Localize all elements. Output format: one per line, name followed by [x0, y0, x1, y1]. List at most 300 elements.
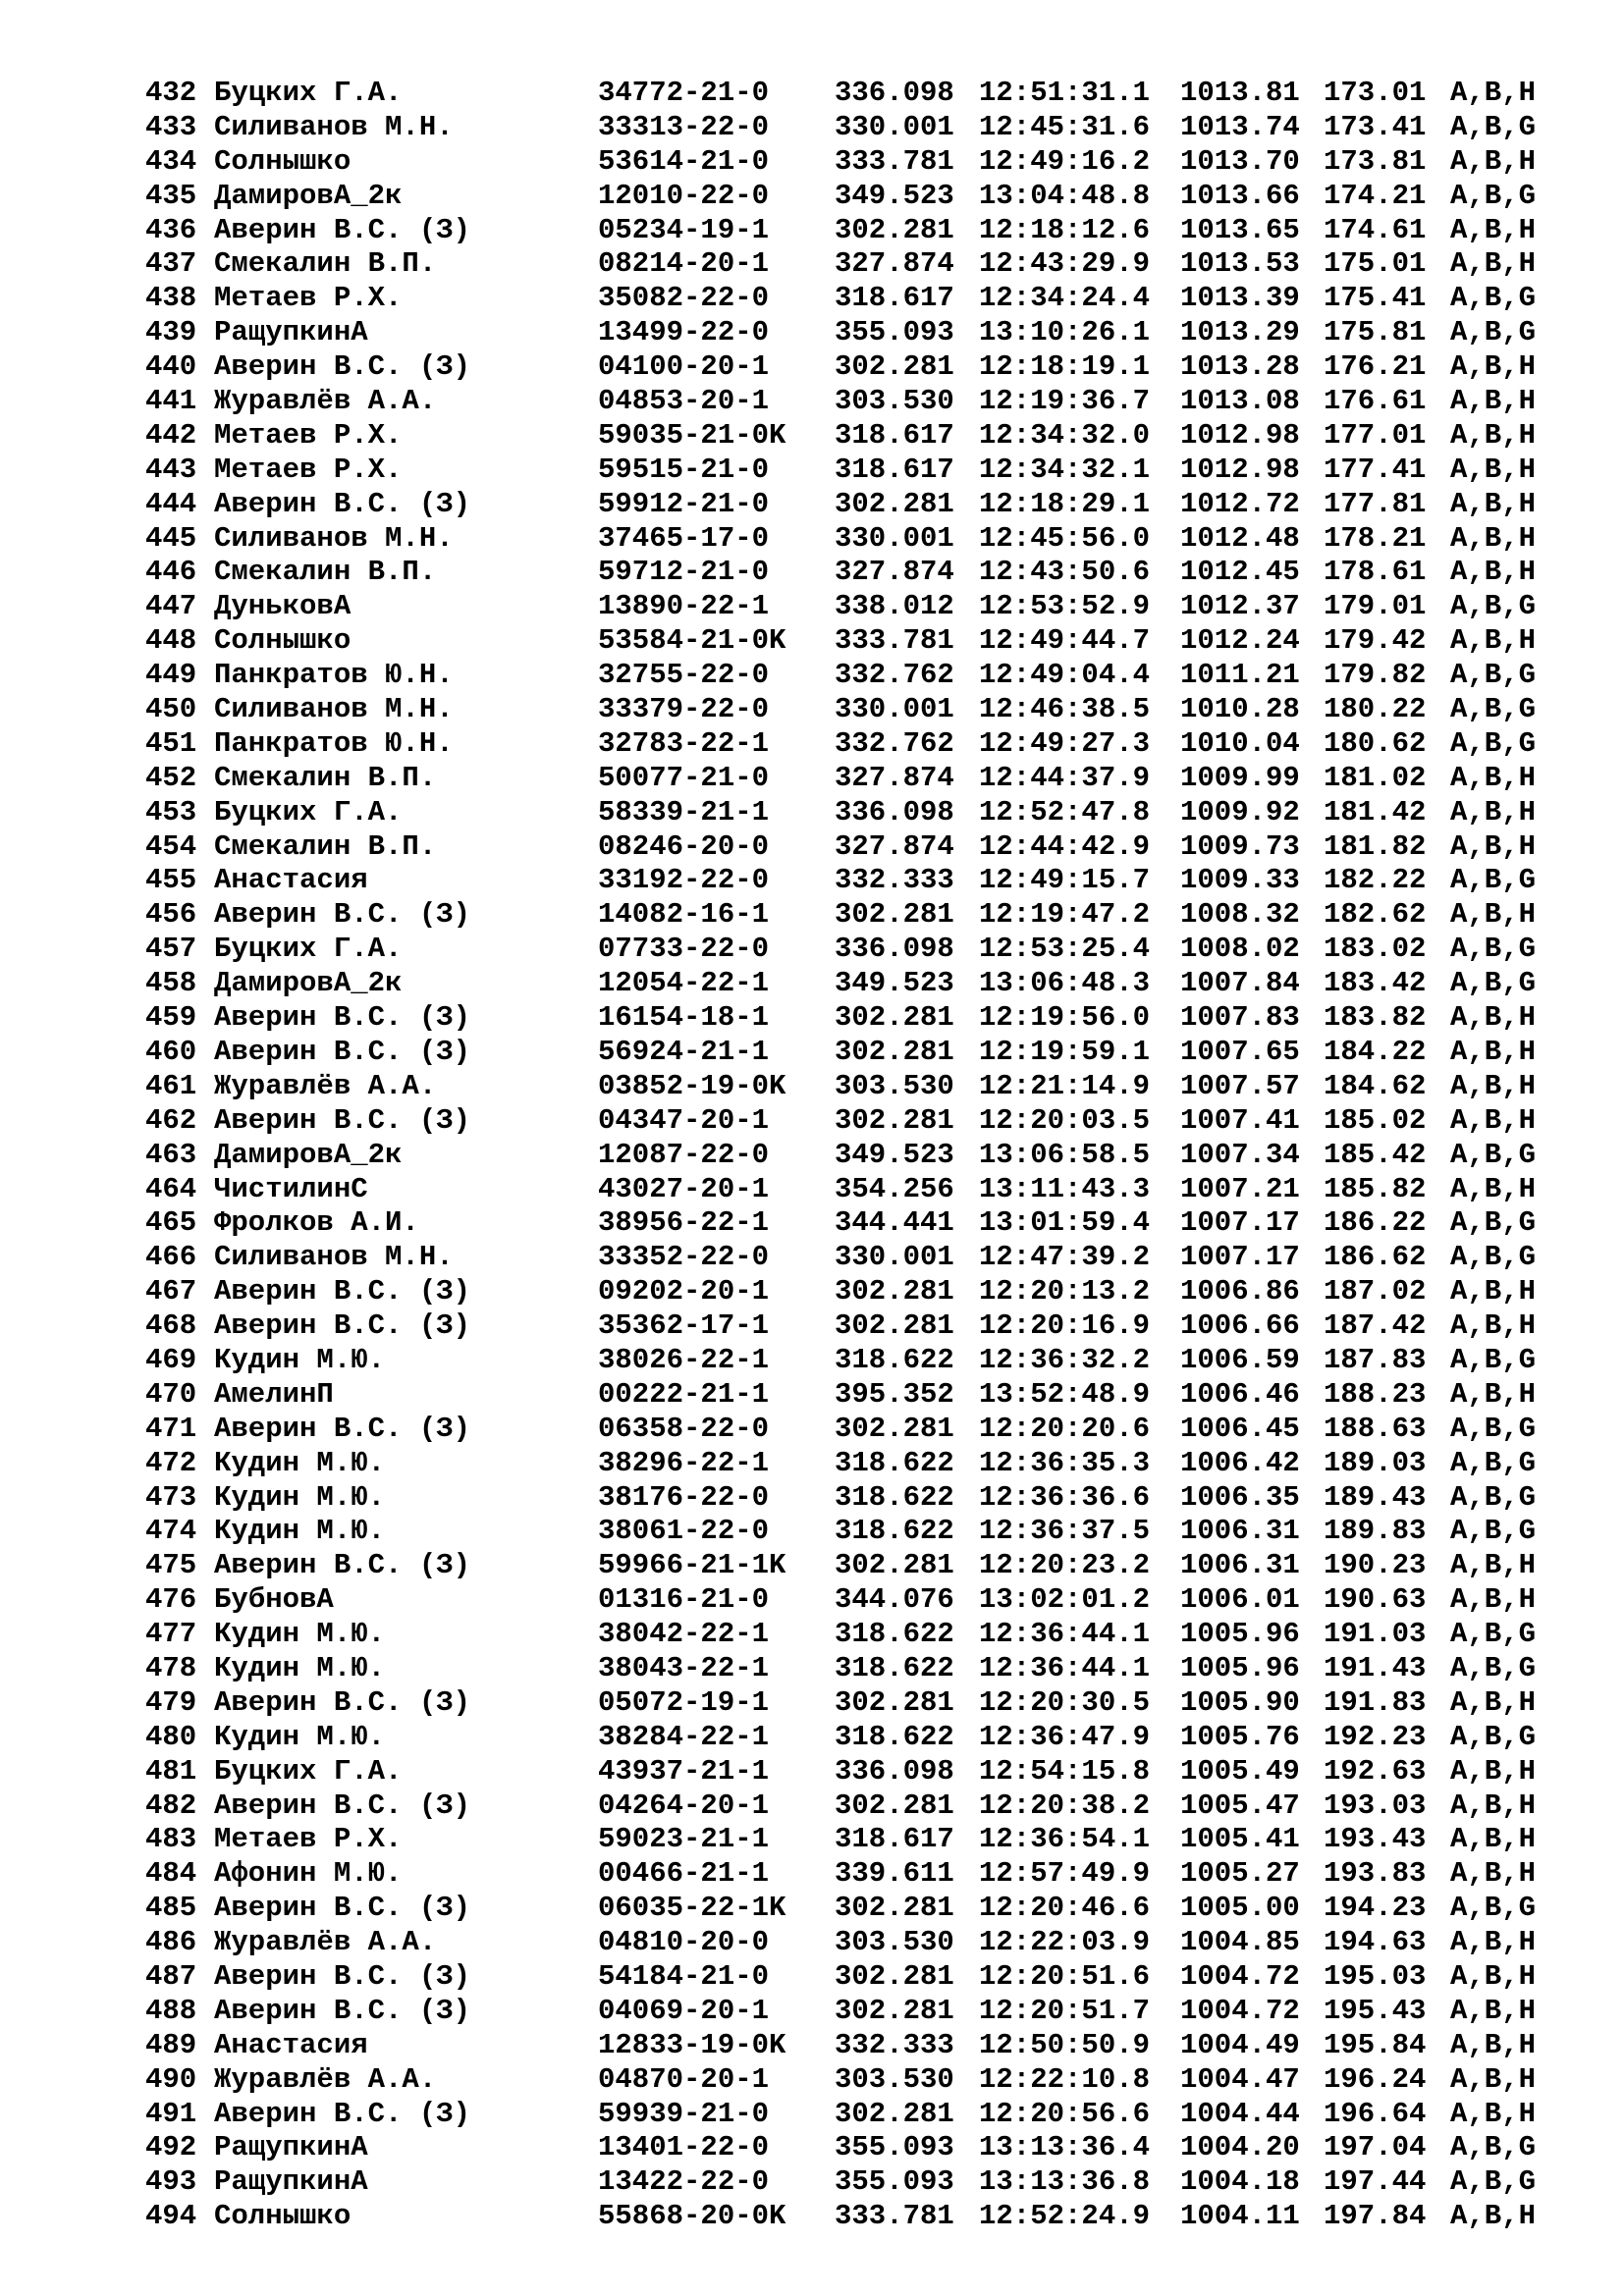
- distance-cell: 318.617: [835, 453, 954, 486]
- ring-number-cell: 06035-22-1K: [598, 1892, 786, 1925]
- arrival-time-cell: 13:52:48.9: [979, 1377, 1151, 1411]
- fancier-name-cell: АмелинП: [214, 1377, 334, 1411]
- result-row: [145, 1206, 1540, 1241]
- arrival-time-cell: 12:19:36.7: [979, 385, 1151, 418]
- arrival-time-cell: 12:20:03.5: [979, 1103, 1151, 1137]
- ring-number-cell: 59939-21-0: [598, 2097, 770, 2130]
- speed-cell: 1009.73: [1180, 829, 1300, 863]
- speed-cell: 1011.21: [1180, 659, 1300, 692]
- fancier-name-cell: Солнышко: [214, 144, 352, 178]
- coefficient-cell: 189.03: [1324, 1446, 1427, 1479]
- fancier-name-cell: Кудин М.Ю.: [214, 1343, 386, 1376]
- coefficient-cell: 179.01: [1324, 590, 1427, 623]
- fancier-name-cell: Смекалин В.П.: [214, 761, 437, 794]
- distance-cell: 302.281: [835, 1001, 954, 1035]
- coefficient-cell: 177.01: [1324, 418, 1427, 452]
- coefficient-cell: 180.22: [1324, 693, 1427, 726]
- distance-cell: 302.281: [835, 350, 954, 384]
- arrival-time-cell: 12:43:50.6: [979, 556, 1151, 589]
- coefficient-cell: 175.81: [1324, 316, 1427, 349]
- result-row: [145, 1926, 1540, 1960]
- fancier-name-cell: Смекалин В.П.: [214, 829, 437, 863]
- category-cell: A,B,H: [1450, 1549, 1537, 1582]
- result-row: [145, 1755, 1540, 1789]
- coefficient-cell: 175.41: [1324, 282, 1427, 315]
- place-cell: 438: [145, 282, 197, 315]
- category-cell: A,B,G: [1450, 1206, 1537, 1240]
- category-cell: A,B,G: [1450, 1412, 1537, 1445]
- place-cell: 471: [145, 1412, 197, 1445]
- place-cell: 474: [145, 1515, 197, 1548]
- coefficient-cell: 182.22: [1324, 864, 1427, 897]
- arrival-time-cell: 13:06:48.3: [979, 967, 1151, 1000]
- arrival-time-cell: 12:20:13.2: [979, 1275, 1151, 1308]
- arrival-time-cell: 13:11:43.3: [979, 1172, 1151, 1205]
- ring-number-cell: 08246-20-0: [598, 829, 770, 863]
- speed-cell: 1013.70: [1180, 144, 1300, 178]
- coefficient-cell: 173.01: [1324, 77, 1427, 109]
- category-cell: A,B,H: [1450, 247, 1537, 281]
- coefficient-cell: 179.82: [1324, 659, 1427, 692]
- result-row: [145, 659, 1540, 693]
- distance-cell: 302.281: [835, 487, 954, 520]
- ring-number-cell: 14082-16-1: [598, 898, 770, 932]
- distance-cell: 344.441: [835, 1206, 954, 1240]
- category-cell: A,B,H: [1450, 1685, 1537, 1719]
- arrival-time-cell: 12:36:44.1: [979, 1618, 1151, 1651]
- category-cell: A,B,H: [1450, 1172, 1537, 1205]
- fancier-name-cell: Буцких Г.А.: [214, 795, 403, 828]
- speed-cell: 1013.28: [1180, 350, 1300, 384]
- ring-number-cell: 01316-21-0: [598, 1583, 770, 1617]
- speed-cell: 1007.17: [1180, 1206, 1300, 1240]
- speed-cell: 1013.81: [1180, 77, 1300, 109]
- result-row: [145, 1721, 1540, 1755]
- speed-cell: 1012.48: [1180, 521, 1300, 555]
- speed-cell: 1009.99: [1180, 761, 1300, 794]
- distance-cell: 302.281: [835, 898, 954, 932]
- result-row: [145, 350, 1540, 385]
- arrival-time-cell: 12:57:49.9: [979, 1857, 1151, 1891]
- coefficient-cell: 184.62: [1324, 1069, 1427, 1102]
- place-cell: 488: [145, 1994, 197, 2027]
- speed-cell: 1009.92: [1180, 795, 1300, 828]
- ring-number-cell: 54184-21-0: [598, 1959, 770, 1993]
- distance-cell: 395.352: [835, 1377, 954, 1411]
- speed-cell: 1006.35: [1180, 1480, 1300, 1514]
- result-row: [145, 1036, 1540, 1070]
- place-cell: 444: [145, 487, 197, 520]
- fancier-name-cell: Аверин В.С. (З): [214, 350, 471, 384]
- arrival-time-cell: 12:20:46.6: [979, 1892, 1151, 1925]
- distance-cell: 332.333: [835, 2028, 954, 2061]
- speed-cell: 1013.39: [1180, 282, 1300, 315]
- arrival-time-cell: 12:20:38.2: [979, 1789, 1151, 1822]
- coefficient-cell: 182.62: [1324, 898, 1427, 932]
- place-cell: 450: [145, 693, 197, 726]
- fancier-name-cell: Панкратов Ю.Н.: [214, 659, 454, 692]
- fancier-name-cell: ДамировА_2к: [214, 1138, 403, 1171]
- place-cell: 461: [145, 1069, 197, 1102]
- ring-number-cell: 12054-22-1: [598, 967, 770, 1000]
- ring-number-cell: 04810-20-0: [598, 1926, 770, 1959]
- result-row: [145, 282, 1540, 316]
- fancier-name-cell: РащупкинА: [214, 316, 368, 349]
- speed-cell: 1007.57: [1180, 1069, 1300, 1102]
- category-cell: A,B,G: [1450, 2131, 1537, 2164]
- place-cell: 492: [145, 2131, 197, 2164]
- speed-cell: 1006.86: [1180, 1275, 1300, 1308]
- speed-cell: 1004.18: [1180, 2165, 1300, 2199]
- speed-cell: 1007.17: [1180, 1241, 1300, 1274]
- place-cell: 436: [145, 213, 197, 246]
- arrival-time-cell: 12:49:15.7: [979, 864, 1151, 897]
- ring-number-cell: 58339-21-1: [598, 795, 770, 828]
- category-cell: A,B,H: [1450, 521, 1537, 555]
- coefficient-cell: 188.23: [1324, 1377, 1427, 1411]
- arrival-time-cell: 12:22:10.8: [979, 2062, 1151, 2096]
- result-row: [145, 2063, 1540, 2098]
- result-row: [145, 1652, 1540, 1686]
- result-row: [145, 2098, 1540, 2132]
- coefficient-cell: 177.81: [1324, 487, 1427, 520]
- coefficient-cell: 183.42: [1324, 967, 1427, 1000]
- fancier-name-cell: Кудин М.Ю.: [214, 1446, 386, 1479]
- result-row: [145, 1241, 1540, 1275]
- place-cell: 485: [145, 1892, 197, 1925]
- fancier-name-cell: Аверин В.С. (З): [214, 1994, 471, 2027]
- place-cell: 456: [145, 898, 197, 932]
- ring-number-cell: 03852-19-0K: [598, 1069, 786, 1102]
- fancier-name-cell: Метаев Р.Х.: [214, 453, 403, 486]
- ring-number-cell: 13422-22-0: [598, 2165, 770, 2199]
- fancier-name-cell: Анастасия: [214, 864, 368, 897]
- result-row: [145, 1275, 1540, 1309]
- fancier-name-cell: Кудин М.Ю.: [214, 1480, 386, 1514]
- result-row: [145, 1583, 1540, 1618]
- ring-number-cell: 04264-20-1: [598, 1789, 770, 1822]
- result-row: [145, 1960, 1540, 1995]
- place-cell: 490: [145, 2062, 197, 2096]
- coefficient-cell: 196.24: [1324, 2062, 1427, 2096]
- distance-cell: 339.611: [835, 1857, 954, 1891]
- coefficient-cell: 186.62: [1324, 1241, 1427, 1274]
- speed-cell: 1012.45: [1180, 556, 1300, 589]
- fancier-name-cell: Аверин В.С. (З): [214, 487, 471, 520]
- result-row: [145, 2029, 1540, 2063]
- arrival-time-cell: 12:45:31.6: [979, 110, 1151, 143]
- distance-cell: 355.093: [835, 2165, 954, 2199]
- arrival-time-cell: 12:18:12.6: [979, 213, 1151, 246]
- distance-cell: 332.762: [835, 726, 954, 760]
- category-cell: A,B,H: [1450, 2062, 1537, 2096]
- arrival-time-cell: 12:36:35.3: [979, 1446, 1151, 1479]
- distance-cell: 349.523: [835, 967, 954, 1000]
- category-cell: A,B,G: [1450, 864, 1537, 897]
- arrival-time-cell: 12:49:27.3: [979, 726, 1151, 760]
- speed-cell: 1004.47: [1180, 2062, 1300, 2096]
- category-cell: A,B,H: [1450, 1823, 1537, 1856]
- place-cell: 451: [145, 726, 197, 760]
- speed-cell: 1012.98: [1180, 453, 1300, 486]
- distance-cell: 336.098: [835, 1754, 954, 1788]
- speed-cell: 1005.90: [1180, 1685, 1300, 1719]
- result-row: [145, 693, 1540, 727]
- distance-cell: 330.001: [835, 521, 954, 555]
- distance-cell: 344.076: [835, 1583, 954, 1617]
- ring-number-cell: 13401-22-0: [598, 2131, 770, 2164]
- distance-cell: 318.617: [835, 1823, 954, 1856]
- fancier-name-cell: Буцких Г.А.: [214, 77, 403, 109]
- ring-number-cell: 43937-21-1: [598, 1754, 770, 1788]
- arrival-time-cell: 12:19:59.1: [979, 1035, 1151, 1068]
- coefficient-cell: 185.82: [1324, 1172, 1427, 1205]
- arrival-time-cell: 13:13:36.8: [979, 2165, 1151, 2199]
- fancier-name-cell: Кудин М.Ю.: [214, 1618, 386, 1651]
- place-cell: 491: [145, 2097, 197, 2130]
- coefficient-cell: 193.83: [1324, 1857, 1427, 1891]
- result-row: [145, 145, 1540, 180]
- result-row: [145, 898, 1540, 933]
- arrival-time-cell: 12:50:50.9: [979, 2028, 1151, 2061]
- arrival-time-cell: 13:10:26.1: [979, 316, 1151, 349]
- distance-cell: 336.098: [835, 933, 954, 966]
- place-cell: 432: [145, 77, 197, 109]
- distance-cell: 302.281: [835, 213, 954, 246]
- arrival-time-cell: 12:20:51.6: [979, 1959, 1151, 1993]
- ring-number-cell: 37465-17-0: [598, 521, 770, 555]
- place-cell: 455: [145, 864, 197, 897]
- fancier-name-cell: Смекалин В.П.: [214, 247, 437, 281]
- arrival-time-cell: 12:36:36.6: [979, 1480, 1151, 1514]
- speed-cell: 1004.11: [1180, 2200, 1300, 2233]
- fancier-name-cell: Силиванов М.Н.: [214, 1241, 454, 1274]
- category-cell: A,B,H: [1450, 1069, 1537, 1102]
- result-row: [145, 556, 1540, 590]
- fancier-name-cell: Аверин В.С. (З): [214, 1959, 471, 1993]
- place-cell: 483: [145, 1823, 197, 1856]
- speed-cell: 1007.83: [1180, 1001, 1300, 1035]
- result-row: [145, 1823, 1540, 1857]
- arrival-time-cell: 13:02:01.2: [979, 1583, 1151, 1617]
- ring-number-cell: 35082-22-0: [598, 282, 770, 315]
- result-row: [145, 2200, 1540, 2234]
- place-cell: 469: [145, 1343, 197, 1376]
- result-row: [145, 1995, 1540, 2029]
- coefficient-cell: 191.03: [1324, 1618, 1427, 1651]
- place-cell: 433: [145, 110, 197, 143]
- coefficient-cell: 176.61: [1324, 385, 1427, 418]
- fancier-name-cell: Панкратов Ю.Н.: [214, 726, 454, 760]
- category-cell: A,B,G: [1450, 1241, 1537, 1274]
- speed-cell: 1006.42: [1180, 1446, 1300, 1479]
- category-cell: A,B,H: [1450, 1959, 1537, 1993]
- place-cell: 435: [145, 179, 197, 212]
- arrival-time-cell: 12:49:04.4: [979, 659, 1151, 692]
- fancier-name-cell: Аверин В.С. (З): [214, 1275, 471, 1308]
- arrival-time-cell: 12:53:52.9: [979, 590, 1151, 623]
- speed-cell: 1012.37: [1180, 590, 1300, 623]
- results-table: [145, 77, 1540, 2234]
- distance-cell: 333.781: [835, 144, 954, 178]
- category-cell: A,B,H: [1450, 418, 1537, 452]
- fancier-name-cell: Анастасия: [214, 2028, 368, 2061]
- place-cell: 459: [145, 1001, 197, 1035]
- coefficient-cell: 183.82: [1324, 1001, 1427, 1035]
- arrival-time-cell: 12:51:31.1: [979, 77, 1151, 109]
- coefficient-cell: 173.81: [1324, 144, 1427, 178]
- coefficient-cell: 180.62: [1324, 726, 1427, 760]
- fancier-name-cell: Аверин В.С. (З): [214, 1685, 471, 1719]
- distance-cell: 302.281: [835, 1959, 954, 1993]
- arrival-time-cell: 12:21:14.9: [979, 1069, 1151, 1102]
- fancier-name-cell: Журавлёв А.А.: [214, 1926, 437, 1959]
- arrival-time-cell: 12:22:03.9: [979, 1926, 1151, 1959]
- speed-cell: 1004.72: [1180, 1994, 1300, 2027]
- category-cell: A,B,G: [1450, 2165, 1537, 2199]
- distance-cell: 302.281: [835, 1994, 954, 2027]
- fancier-name-cell: Журавлёв А.А.: [214, 1069, 437, 1102]
- place-cell: 460: [145, 1035, 197, 1068]
- category-cell: A,B,H: [1450, 1103, 1537, 1137]
- coefficient-cell: 195.03: [1324, 1959, 1427, 1993]
- category-cell: A,B,H: [1450, 2028, 1537, 2061]
- result-row: [145, 214, 1540, 248]
- arrival-time-cell: 12:45:56.0: [979, 521, 1151, 555]
- ring-number-cell: 04853-20-1: [598, 385, 770, 418]
- coefficient-cell: 197.04: [1324, 2131, 1427, 2164]
- fancier-name-cell: Журавлёв А.А.: [214, 385, 437, 418]
- ring-number-cell: 12833-19-0K: [598, 2028, 786, 2061]
- ring-number-cell: 59035-21-0K: [598, 418, 786, 452]
- ring-number-cell: 08214-20-1: [598, 247, 770, 281]
- distance-cell: 336.098: [835, 77, 954, 109]
- ring-number-cell: 05072-19-1: [598, 1685, 770, 1719]
- place-cell: 464: [145, 1172, 197, 1205]
- category-cell: A,B,G: [1450, 933, 1537, 966]
- category-cell: A,B,H: [1450, 1035, 1537, 1068]
- place-cell: 493: [145, 2165, 197, 2199]
- ring-number-cell: 05234-19-1: [598, 213, 770, 246]
- distance-cell: 303.530: [835, 2062, 954, 2096]
- fancier-name-cell: Силиванов М.Н.: [214, 521, 454, 555]
- place-cell: 447: [145, 590, 197, 623]
- speed-cell: 1004.20: [1180, 2131, 1300, 2164]
- distance-cell: 330.001: [835, 1241, 954, 1274]
- place-cell: 481: [145, 1754, 197, 1788]
- speed-cell: 1012.72: [1180, 487, 1300, 520]
- speed-cell: 1005.27: [1180, 1857, 1300, 1891]
- speed-cell: 1006.31: [1180, 1549, 1300, 1582]
- result-row: [145, 316, 1540, 350]
- ring-number-cell: 59515-21-0: [598, 453, 770, 486]
- distance-cell: 302.281: [835, 1549, 954, 1582]
- arrival-time-cell: 12:46:38.5: [979, 693, 1151, 726]
- result-row: [145, 1549, 1540, 1583]
- coefficient-cell: 185.42: [1324, 1138, 1427, 1171]
- arrival-time-cell: 12:36:47.9: [979, 1720, 1151, 1753]
- fancier-name-cell: РащупкинА: [214, 2165, 368, 2199]
- speed-cell: 1005.41: [1180, 1823, 1300, 1856]
- speed-cell: 1006.31: [1180, 1515, 1300, 1548]
- coefficient-cell: 193.43: [1324, 1823, 1427, 1856]
- fancier-name-cell: Кудин М.Ю.: [214, 1651, 386, 1684]
- place-cell: 473: [145, 1480, 197, 1514]
- place-cell: 443: [145, 453, 197, 486]
- category-cell: A,B,H: [1450, 624, 1537, 658]
- distance-cell: 333.781: [835, 2200, 954, 2233]
- arrival-time-cell: 12:34:32.0: [979, 418, 1151, 452]
- category-cell: A,B,H: [1450, 1309, 1537, 1343]
- place-cell: 441: [145, 385, 197, 418]
- result-row: [145, 419, 1540, 454]
- ring-number-cell: 43027-20-1: [598, 1172, 770, 1205]
- category-cell: A,B,G: [1450, 1138, 1537, 1171]
- result-row: [145, 1892, 1540, 1926]
- speed-cell: 1006.01: [1180, 1583, 1300, 1617]
- result-row: [145, 2165, 1540, 2200]
- speed-cell: 1005.96: [1180, 1651, 1300, 1684]
- speed-cell: 1013.66: [1180, 179, 1300, 212]
- arrival-time-cell: 12:52:47.8: [979, 795, 1151, 828]
- category-cell: A,B,G: [1450, 110, 1537, 143]
- place-cell: 476: [145, 1583, 197, 1617]
- ring-number-cell: 00466-21-1: [598, 1857, 770, 1891]
- arrival-time-cell: 13:06:58.5: [979, 1138, 1151, 1171]
- ring-number-cell: 38043-22-1: [598, 1651, 770, 1684]
- arrival-time-cell: 12:43:29.9: [979, 247, 1151, 281]
- place-cell: 468: [145, 1309, 197, 1343]
- result-row: [145, 1413, 1540, 1447]
- fancier-name-cell: Аверин В.С. (З): [214, 1549, 471, 1582]
- coefficient-cell: 185.02: [1324, 1103, 1427, 1137]
- fancier-name-cell: Солнышко: [214, 2200, 352, 2233]
- result-row: [145, 1789, 1540, 1824]
- ring-number-cell: 53614-21-0: [598, 144, 770, 178]
- fancier-name-cell: Буцких Г.А.: [214, 933, 403, 966]
- ring-number-cell: 13890-22-1: [598, 590, 770, 623]
- place-cell: 440: [145, 350, 197, 384]
- result-row: [145, 1515, 1540, 1549]
- speed-cell: 1005.47: [1180, 1789, 1300, 1822]
- category-cell: A,B,H: [1450, 487, 1537, 520]
- category-cell: A,B,G: [1450, 590, 1537, 623]
- result-row: [145, 77, 1540, 111]
- fancier-name-cell: РащупкинА: [214, 2131, 368, 2164]
- category-cell: A,B,G: [1450, 282, 1537, 315]
- fancier-name-cell: Аверин В.С. (З): [214, 2097, 471, 2130]
- category-cell: A,B,H: [1450, 1789, 1537, 1822]
- category-cell: A,B,H: [1450, 77, 1537, 109]
- result-row: [145, 454, 1540, 488]
- fancier-name-cell: Смекалин В.П.: [214, 556, 437, 589]
- coefficient-cell: 191.83: [1324, 1685, 1427, 1719]
- place-cell: 467: [145, 1275, 197, 1308]
- ring-number-cell: 12010-22-0: [598, 179, 770, 212]
- place-cell: 480: [145, 1720, 197, 1753]
- fancier-name-cell: Солнышко: [214, 624, 352, 658]
- place-cell: 462: [145, 1103, 197, 1137]
- arrival-time-cell: 13:01:59.4: [979, 1206, 1151, 1240]
- category-cell: A,B,G: [1450, 1343, 1537, 1376]
- distance-cell: 302.281: [835, 1275, 954, 1308]
- coefficient-cell: 195.43: [1324, 1994, 1427, 2027]
- result-row: [145, 762, 1540, 796]
- fancier-name-cell: ЧистилинС: [214, 1172, 368, 1205]
- result-row: [145, 1070, 1540, 1104]
- speed-cell: 1010.28: [1180, 693, 1300, 726]
- place-cell: 463: [145, 1138, 197, 1171]
